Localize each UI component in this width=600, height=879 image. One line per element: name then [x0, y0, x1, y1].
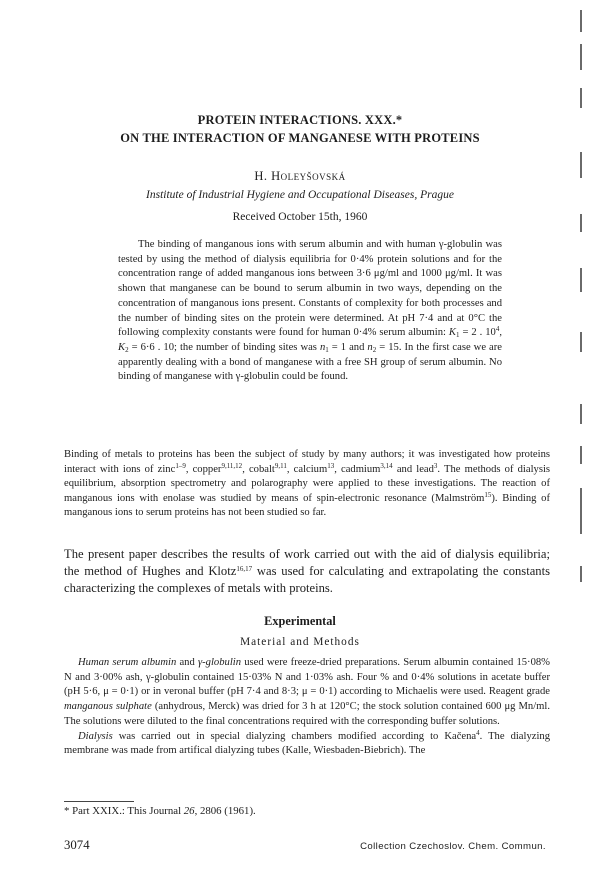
author-institution: Institute of Industrial Hygiene and Occupational Diseases, Prague: [146, 189, 454, 201]
constant-k2-value: = 6·6 . 10; the number of binding sites was: [128, 341, 320, 353]
reference-superscript: 9,11: [274, 461, 287, 470]
body-text: , calcium: [286, 463, 328, 475]
binding-sites-n2-symbol: n: [367, 341, 373, 353]
section-heading-experimental: Experimental: [264, 614, 336, 628]
italic-term: Dialysis: [78, 730, 113, 742]
scan-mark: [580, 404, 582, 424]
materials-and-methods-text: [64, 656, 550, 759]
body-paragraph: [64, 546, 550, 597]
reference-superscript: 15: [484, 490, 492, 499]
binding-sites-n1-symbol: n: [319, 341, 326, 353]
introduction-paragraph-1: [64, 448, 550, 521]
binding-sites-n1-value: = 1 and: [328, 341, 368, 353]
scan-mark: [580, 10, 582, 32]
footnote-rule: [64, 801, 134, 802]
scan-mark: [580, 488, 582, 534]
constant-k1-symbol: K: [448, 327, 456, 339]
footnote-volume: 26: [183, 805, 195, 817]
scan-mark: [580, 44, 582, 70]
reference-superscript: 9,11,12: [221, 461, 243, 470]
body-text: , cobalt: [242, 463, 275, 475]
author-name: H. Holeyšovská: [254, 169, 346, 183]
body-text: was carried out in special dialyzing chambers modified according to Kačena: [112, 730, 477, 742]
body-text: The present paper describes the results of work carried out with the aid of dialysis equilibria; the method of Hughes and Klotz: [64, 547, 550, 578]
footnote-text: Part XXIX.: This Journal: [72, 805, 184, 817]
constant-k1-value: = 2 . 10: [459, 327, 496, 339]
body-paragraph: [64, 448, 550, 521]
italic-term: manganous sulphate: [64, 701, 152, 713]
introduction-paragraph-2: [64, 546, 550, 597]
reference-superscript: 3: [433, 461, 438, 470]
body-text: was used for calculating and extrapolating the constants characterizing the complexes of metals with proteins.: [64, 564, 550, 595]
article-title-line-2: ON THE INTERACTION OF MANGANESE WITH PROTEINS: [120, 131, 480, 145]
body-text: , cadmium: [334, 463, 381, 475]
body-text: used were freeze-dried preparations. Serum albumin contained 15·08% N and 3·00% ash, γ-globulin contained 15·03% N and 1·03% ash. Four % and 0·4% solutions in acetate buffer (pH 5·6, μ = 0·1) or in veronal buffer (pH 7·4 and 8·3; μ = 0·1) according to Michaelis were used. Reagent grade: [64, 657, 551, 698]
body-text: and lead: [392, 463, 434, 475]
italic-term: γ-globulin: [197, 657, 242, 668]
abstract-text: The binding of manganous ions with serum albumin and with human γ-globulin was tested by using the method of dialysis equilibria for 0·4% protein solutions and for the concentration range of added manganous ions between 3·6 μg/ml and 1000 μg/ml. It was shown that manganese can be bound to serum albumin in two ways, depending on the concentration of manganous ions present. Constants of complexity for both processes and the number of binding sites on the protein were determined. At pH 7·4 and at 0°C the following complexity constants were found for human 0·4% serum albumin:: [118, 239, 502, 339]
abstract-paragraph: [118, 238, 502, 385]
reference-superscript: 3,14: [380, 461, 393, 470]
scan-mark: [580, 332, 582, 352]
exponent: 4: [495, 325, 500, 334]
article-title-line-1: PROTEIN INTERACTIONS. XXX.*: [197, 113, 403, 127]
reference-superscript: 16,17: [236, 565, 253, 573]
body-paragraph: [64, 730, 550, 759]
italic-term: Human serum albumin: [78, 657, 177, 668]
separator: ,: [499, 327, 503, 339]
reference-superscript: 4: [476, 728, 480, 737]
body-paragraph: [64, 656, 550, 730]
reference-superscript: 13: [327, 461, 335, 470]
subscript: 2: [125, 345, 129, 354]
scan-mark: [580, 566, 582, 582]
body-text: . The dialyzing membrane was made from artifical dialyzing tubes (Kalle, Wiesbaden-Biebrich). The: [64, 730, 550, 757]
scan-mark: [580, 268, 582, 292]
body-text: ). Binding of manganous ions to serum proteins has not been studied so far.: [64, 492, 550, 519]
constant-k2-symbol: K: [118, 341, 126, 353]
page-number: 3074: [64, 838, 90, 852]
footnote: * Part XXIX.: This Journal 26, 2806 (1961).: [64, 805, 256, 817]
received-date: Received October 15th, 1960: [232, 211, 368, 223]
scan-mark: [580, 88, 582, 108]
scan-mark: [580, 446, 582, 464]
subsection-heading-materials: Material and Methods: [240, 636, 360, 648]
body-text: , copper: [185, 463, 222, 475]
journal-name: Collection Czechoslov. Chem. Commun.: [360, 841, 546, 852]
subscript: 2: [372, 345, 377, 354]
subscript: 1: [455, 331, 460, 340]
body-text: Binding of metals to proteins has been the subject of study by many authors; it was investigated how proteins interact with ions of zinc: [64, 449, 550, 475]
abstract: [118, 238, 502, 385]
abstract-text: = 15. In the first case we are apparently dealing with a bond of manganese with a free SH group of serum albumin. No binding of manganese with γ-globulin could be found.: [118, 341, 502, 383]
footnote-text: , 2806 (1961).: [194, 805, 256, 817]
subscript: 1: [325, 345, 329, 354]
body-text: and: [176, 657, 198, 668]
body-text: . The methods of dialysis equilibrium, absorption spectrometry and polarography were applied to these investigations. The reaction of manganous ions with enolase was studied by means of spin-electronic resonance (Malmström: [64, 463, 551, 504]
reference-superscript: 1–9: [175, 461, 186, 470]
body-text: (anhydrous, Merck) was dried for 3 h at 120°C; the stock solution contained 600 μg Mn/ml. The solutions were diluted to the final concentrations required with the corresponding buffer solutions.: [64, 701, 550, 727]
